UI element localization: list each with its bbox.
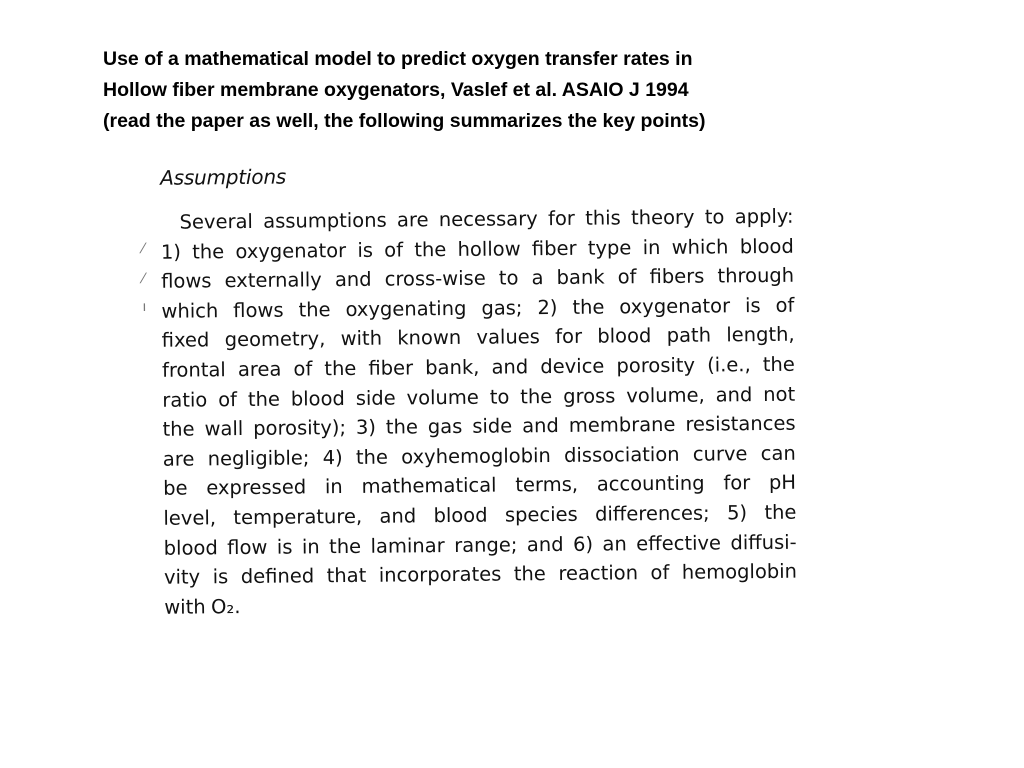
paragraph-word: of <box>650 561 670 585</box>
paragraph-word: 5) <box>726 501 748 525</box>
paragraph-word: blood <box>163 535 218 560</box>
paragraph-word: the <box>520 384 553 408</box>
paragraph-word: porosity); <box>253 416 347 441</box>
paragraph-word: temperature, <box>233 504 363 530</box>
paragraph-word: side <box>355 386 396 410</box>
paragraph-word: flows <box>233 298 284 322</box>
paragraph-word: values <box>476 325 541 350</box>
paragraph-word: oxygenating <box>345 296 467 321</box>
paragraph-word: incorporates <box>378 562 502 587</box>
paragraph-word: species <box>504 502 578 527</box>
paragraph-word: fiber <box>368 356 414 380</box>
paragraph-word: is <box>212 565 229 589</box>
paragraph-word: laminar <box>370 533 445 558</box>
paragraph-word: and <box>526 532 564 556</box>
paragraph-word: area <box>237 357 282 382</box>
paragraph-word: the <box>324 356 357 381</box>
paragraph-word: can <box>760 441 796 465</box>
paragraph-word: the <box>764 500 797 524</box>
paragraph-word: negligible; <box>207 446 310 471</box>
slide-title <box>103 44 983 137</box>
paragraph-word: geometry, <box>224 327 326 352</box>
paragraph-word: frontal <box>161 358 226 382</box>
paragraph-word: the <box>385 415 418 439</box>
paragraph-word: be <box>163 476 188 501</box>
paragraph-word: is <box>276 535 293 559</box>
paragraph-word: with <box>340 327 383 351</box>
paragraph-word: and <box>522 414 559 438</box>
paragraph-word: terms, <box>515 473 579 497</box>
paragraph-word: volume <box>406 385 479 409</box>
paragraph-word: are <box>162 447 195 471</box>
margin-pencil-mark: ⁄ <box>142 270 145 287</box>
paragraph-word: for <box>723 471 751 495</box>
paragraph-word: the <box>355 445 389 469</box>
paragraph-word: to <box>489 385 510 409</box>
paragraph-word: fiber <box>531 236 577 260</box>
paragraph-word: defined <box>240 564 315 589</box>
paragraph-word: pH <box>768 471 797 495</box>
paragraph-word: this <box>585 206 621 230</box>
paragraph-word: hollow <box>457 236 521 261</box>
assumptions-paragraph <box>160 202 797 622</box>
paragraph-word: expressed <box>206 475 307 500</box>
paragraph-word: range; <box>454 532 518 557</box>
paragraph-word: dissociation <box>563 442 680 467</box>
paragraph-word: curve <box>692 441 748 466</box>
paragraph-line <box>164 586 797 622</box>
paragraph-word: assumptions <box>263 208 387 233</box>
paragraph-word: reaction <box>558 561 639 586</box>
paragraph-word: of <box>218 387 238 411</box>
paragraph-word: device <box>540 354 605 379</box>
paragraph-word: known <box>397 326 462 350</box>
paragraph-word: (i.e., <box>707 353 751 377</box>
paragraph-word: the <box>328 534 362 558</box>
paragraph-word: in <box>642 235 661 259</box>
paragraph-word: the <box>572 295 605 319</box>
paragraph-word: the <box>192 239 225 264</box>
paragraph-word: flow <box>227 535 268 559</box>
paragraph-word: and <box>379 504 417 528</box>
paragraph-word: fixed <box>161 328 210 353</box>
paragraph-word: bank, <box>425 355 480 380</box>
paragraph-word: externally <box>224 268 322 293</box>
paragraph-word: oxyhemoglobin <box>401 443 551 469</box>
paragraph-word: not <box>763 382 796 406</box>
paragraph-word: the <box>162 417 195 441</box>
paragraph-word: 4) <box>322 445 343 469</box>
paragraph-word: oxygenator <box>235 238 347 263</box>
paragraph-word: are <box>396 208 429 232</box>
paragraph-word: with <box>164 595 206 619</box>
paragraph-word: to <box>498 266 519 290</box>
paragraph-word: effective <box>636 530 722 555</box>
paragraph-word: the <box>414 237 447 261</box>
paragraph-word: gross <box>563 383 616 408</box>
paragraph-word: and <box>491 355 529 379</box>
paragraph-word: apply: <box>734 204 794 229</box>
paragraph-word: porosity <box>616 353 696 378</box>
paragraph-word: volume, <box>626 383 705 407</box>
paragraph-word: that <box>326 563 367 588</box>
paragraph-word: 3) <box>355 415 377 440</box>
paragraph-word: of <box>384 238 404 262</box>
paragraph-word: length, <box>726 323 795 347</box>
paragraph-word: the <box>762 352 795 376</box>
paragraph-word: wall <box>204 417 244 441</box>
paragraph-word: blood <box>597 324 652 348</box>
paragraph-word: 6) <box>572 532 594 556</box>
paragraph-word: membrane <box>568 413 676 438</box>
paragraph-word: for <box>547 206 575 231</box>
slide-title-line: Use of a mathematical model to predict oxygen transfer rates in <box>103 48 693 70</box>
paragraph-line <box>164 557 797 593</box>
paragraph-word: Several <box>179 209 254 234</box>
paragraph-word: of <box>293 357 313 381</box>
paragraph-word: of <box>617 265 637 289</box>
paragraph-word: in <box>324 475 343 499</box>
paragraph-word: 2) <box>537 295 558 319</box>
paragraph-word: resistances <box>685 411 796 436</box>
paragraph-word: necessary <box>438 207 538 232</box>
paragraph-word: the <box>513 562 546 586</box>
paragraph-word: blood <box>739 234 794 258</box>
paragraph-word: blood <box>290 386 345 411</box>
paragraph-word: in <box>301 534 320 558</box>
paragraph-word: which <box>671 234 729 259</box>
paragraph-word: theory <box>630 205 695 230</box>
paragraph-word: fibers <box>649 264 705 289</box>
paragraph-word: vity <box>163 565 201 589</box>
paragraph-word: the <box>247 387 281 411</box>
paragraph-word: is <box>357 238 374 262</box>
paragraph-word: which <box>161 299 219 323</box>
paragraph-word: diffusi- <box>730 530 797 554</box>
paragraph-word: accounting <box>596 471 705 496</box>
paragraph-word: hemoglobin <box>681 559 798 584</box>
paragraph-word: bank <box>556 265 605 290</box>
paragraph-word: cross-wise <box>384 266 486 291</box>
paragraph-word: a <box>531 266 544 290</box>
scanned-excerpt <box>138 153 822 630</box>
paragraph-word: O₂. <box>211 594 241 619</box>
paragraph-word: and <box>334 267 372 292</box>
paragraph-word: flows <box>161 269 212 293</box>
paragraph-word: the <box>298 297 331 322</box>
paragraph-word: through <box>717 263 795 288</box>
section-heading: Assumptions <box>160 164 287 190</box>
paragraph-word: differences; <box>594 501 710 526</box>
paragraph-word: ratio <box>162 387 208 412</box>
paragraph-word: level, <box>163 506 217 530</box>
paragraph-word: side <box>472 414 513 438</box>
paragraph-word: oxygenator <box>619 294 731 319</box>
paragraph-word: an <box>602 531 627 556</box>
paragraph-word: of <box>775 293 795 317</box>
paragraph-word: type <box>587 235 632 260</box>
paragraph-word: path <box>666 323 712 348</box>
paragraph-word: mathematical <box>361 473 497 499</box>
paragraph-word: 1) <box>160 240 182 264</box>
paragraph-word: and <box>715 382 753 407</box>
paragraph-word: gas; <box>481 296 523 320</box>
paragraph-word: blood <box>433 503 488 528</box>
paragraph-line <box>162 320 795 356</box>
paragraph-word: gas <box>427 415 463 439</box>
margin-pencil-mark: ı <box>142 298 147 315</box>
paragraph-word: for <box>555 325 583 349</box>
slide-title-line: (read the paper as well, the following summarizes the key points) <box>103 110 706 132</box>
paragraph-word: is <box>744 293 761 317</box>
margin-pencil-mark: ⁄ <box>141 240 145 257</box>
slide-title-line: Hollow fiber membrane oxygenators, Vaslef et al. ASAIO J 1994 <box>103 79 689 101</box>
paragraph-word: to <box>704 205 725 229</box>
